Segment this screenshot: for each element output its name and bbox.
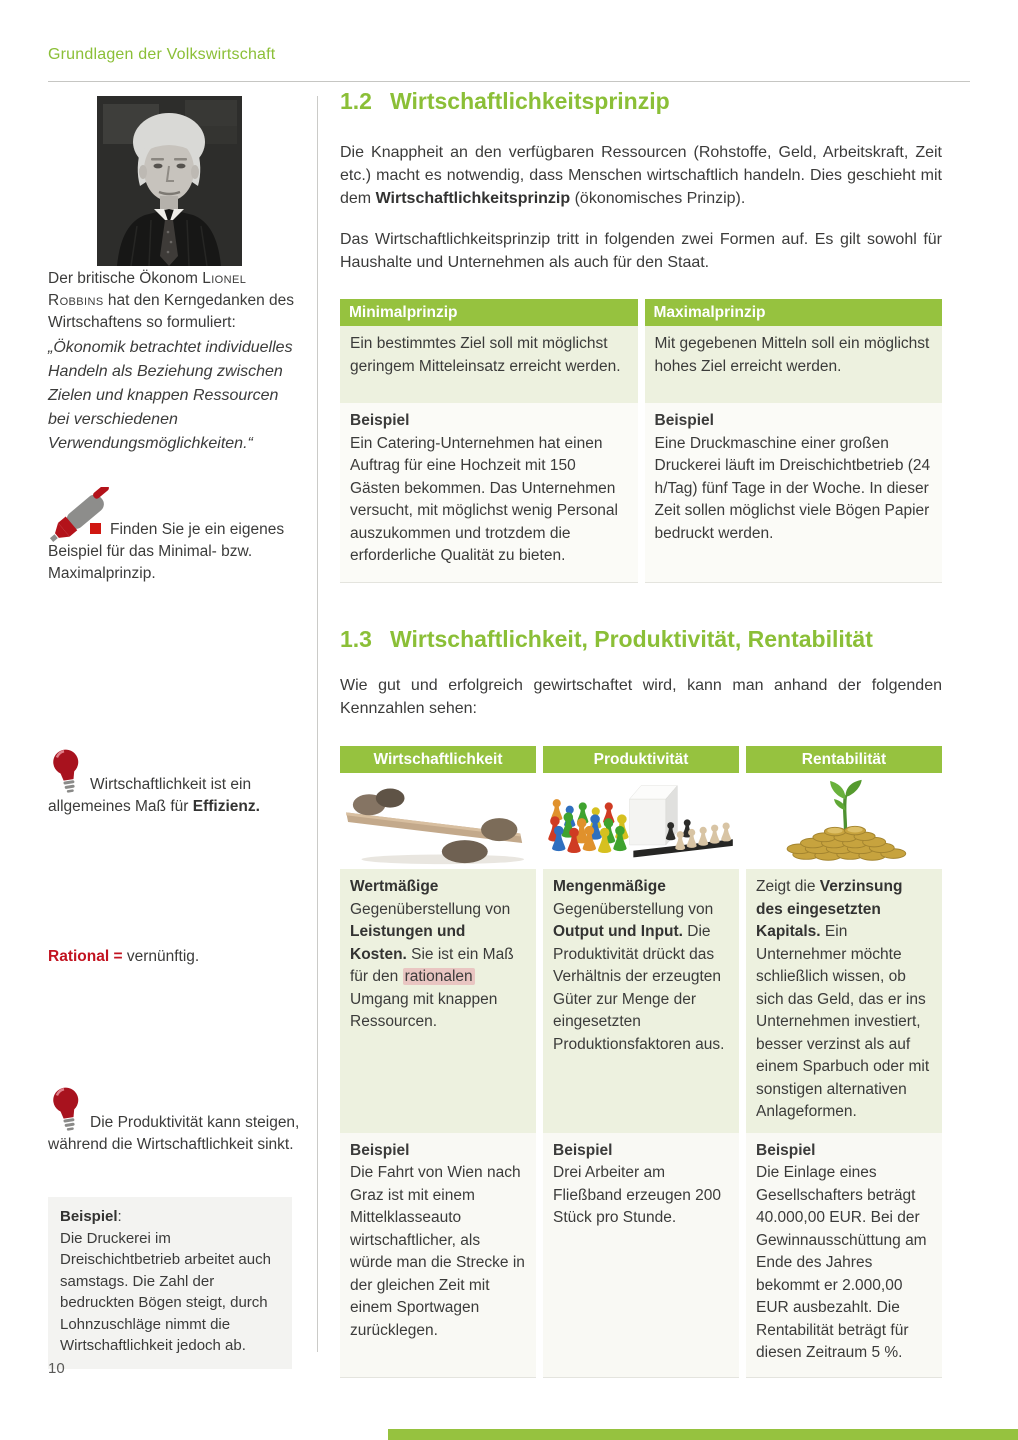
section-heading-1-2: 1.2 Wirtschaftlichkeitsprinzip (340, 88, 670, 114)
produktivitaet-definition: Mengenmäßige Gegenüberstellung von Output und Input. Die Produktivität drückt das Verhältnis der erzeugten Güter zur Menge der eingesetzten Produktionsfaktoren aus. (543, 869, 739, 1133)
lionel-robbins-photo (97, 96, 242, 266)
rentabilitaet-example: Beispiel Die Einlage eines Gesellschafters beträgt 40.000,00 EUR. Bei der Gewinnausschüttung am Ende des Jahres bekommt er 2.000,00 EUR ausbezahlt. Die Rentabilität beträgt für diesen Zeitraum 5 %. (746, 1133, 942, 1378)
table-header-rentabilitaet: Rentabilität (746, 746, 942, 773)
productivity-note (48, 1086, 304, 1156)
wirtschaftlichkeit-definition: Wertmäßige Gegenüberstellung von Leistungen und Kosten. Sie ist ein Maß für den rationalen Umgang mit knappen Ressourcen. (340, 869, 536, 1133)
productivity-note-text: Die Produktivität kann steigen, während die Wirtschaftlichkeit sinkt. (48, 1114, 300, 1153)
kennzahlen-table (340, 746, 942, 1378)
footer-accent-bar (388, 1429, 1018, 1440)
lightbulb-icon (50, 748, 84, 801)
efficiency-note (48, 748, 304, 818)
header-rule (48, 81, 970, 82)
column-divider (317, 96, 318, 1352)
photo-caption: Der britische Ökonom Lionel Robbins hat den Kerngedanken des Wirtschaftens so formuliert: (48, 270, 295, 331)
task-text: Finden Sie je ein eigenes Beispiel für das Minimal- bzw. Maximalprinzip. (48, 521, 285, 582)
efficiency-note-text: Wirtschaftlichkeit ist ein allgemeines Maß für Effizienz. (48, 776, 260, 815)
section-heading-1-3: 1.3 Wirtschaftlichkeit, Produktivität, Rentabilität (340, 626, 873, 652)
table-header-minimalprinzip: Minimalprinzip (340, 299, 638, 326)
table-header-maximalprinzip: Maximalprinzip (645, 299, 943, 326)
produktivitaet-example: Beispiel Drei Arbeiter am Fließband erzeugen 200 Stück pro Stunde. (543, 1133, 739, 1378)
portrait-illustration (97, 96, 242, 266)
maximalprinzip-example: Beispiel Eine Druckmaschine einer großen Druckerei läuft im Dreischichtbetrieb (24 h/Tag) fünf Tage in der Woche. In dieser Zeit sollen möglichst viele Bögen Papier bedruckt werden. (645, 403, 943, 583)
rational-note: Rational = vernünftig. (48, 948, 200, 965)
paragraph-knappheit: Die Knappheit an den verfügbaren Ressourcen (Rohstoffe, Geld, Arbeitskraft, Zeit etc.) macht es notwendig, dass Menschen wirtschaftlich handeln. Dies geschieht mit dem Wirtschaftlichkeitsprinzip (ökonomisches Prinzip). (340, 144, 942, 207)
lightbulb-icon (50, 1086, 84, 1139)
paragraph-formen: Das Wirtschaftlichkeitsprinzip tritt in folgenden zwei Formen auf. Es gilt sowohl für Haushalte und Unternehmen als auch für den Staat. (340, 231, 942, 271)
sidebar-example-box (48, 1197, 292, 1369)
wirtschaftlichkeit-example: Beispiel Die Fahrt von Wien nach Graz ist mit einem Mittelklasseauto wirtschaftlicher, als würde man die Strecke in der gleichen Zeit mit einem Sportwagen zurücklegen. (340, 1133, 536, 1378)
maximalprinzip-definition: Mit gegebenen Mitteln soll ein möglichst hohes Ziel erreicht werden. (645, 326, 943, 403)
paragraph-kennzahlen: Wie gut und erfolgreich gewirtschaftet wird, kann man anhand der folgenden Kennzahlen sehen: (340, 677, 942, 717)
rentabilitaet-definition: Zeigt die Verzinsung des eingesetzten Kapitals. Ein Unternehmer möchte schließlich wissen, ob sich das Geld, das er ins Unternehmen investiert, besser verzinst als auf einem Sparbuch oder mit sonstigen alternativen Anlageformen. (746, 869, 942, 1133)
chapter-label: Grundlagen der Volkswirtschaft (48, 46, 276, 63)
table-header-produktivitaet: Produktivität (543, 746, 739, 773)
example-box-title: Beispiel: (60, 1208, 122, 1225)
coins-seedling-image (746, 773, 942, 869)
pawns-cube-image (543, 773, 739, 869)
page-number: 10 (48, 1360, 65, 1377)
highlighted-word: rationalen (404, 968, 473, 985)
small-caps-name: Lionel Robbins (48, 270, 247, 309)
minimalprinzip-definition: Ein bestimmtes Ziel soll mit möglichst geringem Mitteleinsatz erreicht werden. (340, 326, 638, 403)
example-box-text: Die Druckerei im Dreischichtbetrieb arbeitet auch samstags. Die Zahl der bedruckten Bögen steigt, durch Lohnzuschläge nimmt die Wirtschaftlichkeit jedoch ab. (60, 1229, 271, 1354)
marker-pen-icon (50, 487, 116, 550)
table-header-wirtschaftlichkeit: Wirtschaftlichkeit (340, 746, 536, 773)
principles-table (340, 299, 942, 583)
minimalprinzip-example: Beispiel Ein Catering-Unternehmen hat einen Auftrag für eine Hochzeit mit 150 Gästen bekommen. Das Unternehmen versucht, mit möglichst wenig Personal auszukommen und trotzdem die erforderliche Qualität zu bieten. (340, 403, 638, 583)
stone-balance-image (340, 773, 536, 869)
task-note (48, 487, 304, 585)
robbins-quote: „Ökonomik betrachtet individuelles Handeln als Beziehung zwischen Zielen und knappen Ressourcen bei verschiedenen Verwendungsmöglichkeiten.“ (48, 339, 293, 452)
